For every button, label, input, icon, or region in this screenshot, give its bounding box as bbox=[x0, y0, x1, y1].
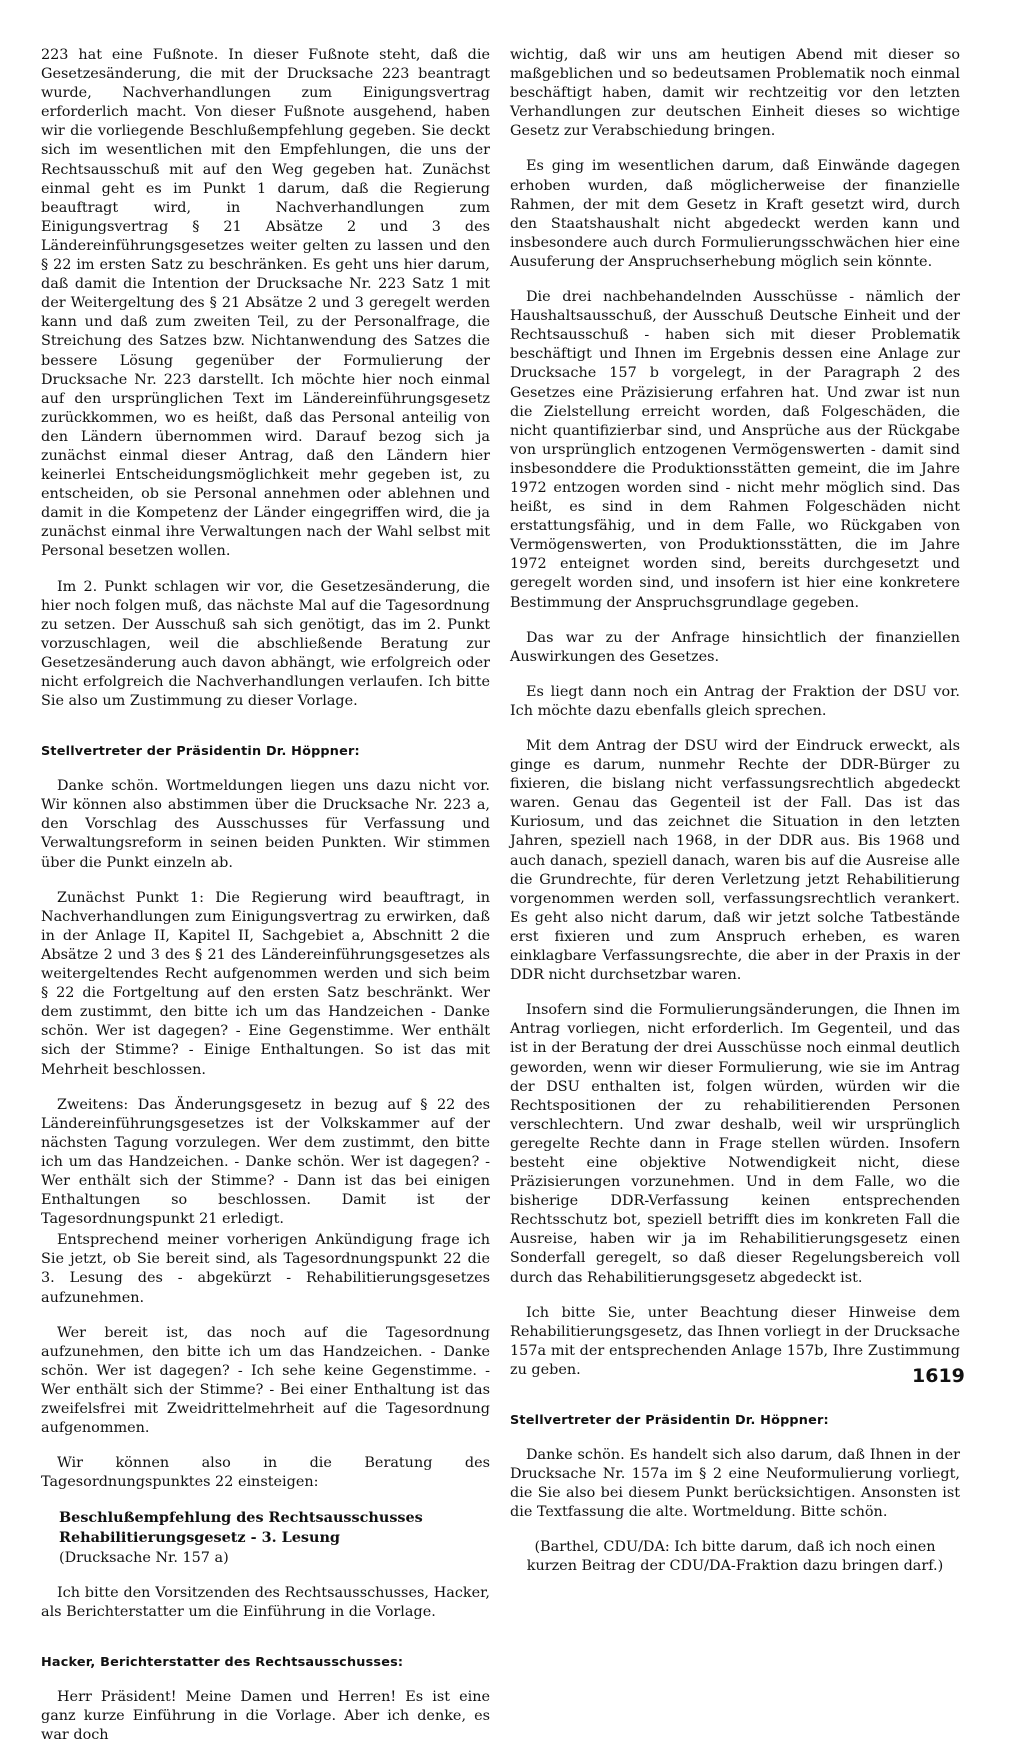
paragraph: Zunächst Punkt 1: Die Regierung wird beauftragt, in Nachverhandlungen zum Einigungsvertrag zu erwirken, daß in der Anlage II, Kapitel II, Sachgebiet a, Abschnitt 2 die Absätze 2 und 3 des § 21 des Ländereinführungsgesetzes als weitergeltendes Recht aufgenommen werden und sich beim § 22 die Fortgeltung auf den ersten Satz beschränkt. Wer dem zustimmt, den bitte ich um das Handzeichen - Danke schön. Wer ist dagegen? - Eine Gegenstimme. Wer enthält sich der Stimme? - Einige Enthaltungen. So ist das mit Mehrheit beschlossen. bbox=[41, 889, 490, 1078]
speaker-heading: Hacker, Berichterstatter des Rechtsausschusses: bbox=[41, 1654, 404, 1670]
paragraph: Das war zu der Anfrage hinsichtlich der finanziellen Auswirkungen des Gesetzes. bbox=[510, 629, 960, 665]
paragraph: Herr Präsident! Meine Damen und Herren! Es ist eine ganz kurze Einführung in die Vorlage. Aber ich denke, es war doch bbox=[41, 1688, 490, 1744]
paragraph: Ich bitte Sie, unter Beachtung dieser Hinweise dem Rehabilitierungsgesetz, das Ihnen vorliegt in der Drucksache 157a mit der entsprechenden Anlage 157b, Ihre Zustimmung zu geben. bbox=[510, 1304, 960, 1378]
paragraph: Es liegt dann noch ein Antrag der Fraktion der DSU vor. Ich möchte dazu ebenfalls gleich sprechen. bbox=[510, 683, 960, 719]
paragraph: Entsprechend meiner vorherigen Ankündigung frage ich Sie jetzt, ob Sie bereit sind, als Tagesordnungspunkt 22 die 3. Lesung des - abgekürzt - Rehabilitierungsgesetzes aufzunehmen. bbox=[41, 1232, 490, 1306]
paragraph: 223 hat eine Fußnote. In dieser Fußnote steht, daß die Gesetzesänderung, die mit der Drucksache 223 beantragt wurde, Nachverhandlungen zum Einigungsvertrag erforderlich macht. Von dieser Fußnote ausgehend, haben wir die vorliegende Beschlußempfehlung gegeben. Sie deckt sich im wesentlichen mit den Empfehlungen, die uns der Rechtsausschuß mit auf den Weg gegeben hat. Zunächst einmal geht es im Punkt 1 darum, daß die Regierung beauftragt wird, in Nachverhandlungen zum Einigungsvertrag § 21 Absätze 2 und 3 des Ländereinführungsgesetzes weiter gelten zu lassen und den § 22 im ersten Satz zu beschränken. Es geht uns hier darum, daß damit die Intention der Drucksache Nr. 223 Satz 1 mit der Weitergeltung des § 21 Absätze 2 und 3 geregelt werden kann und daß zum zweiten Teil, zu der Personalfrage, die Streichung des Satzes bzw. Nichtanwendung des Satzes die bessere Lösung gegenüber der Formulierung der Drucksache Nr. 223 darstellt. Ich möchte hier noch einmal auf den ursprünglichen Text im Ländereinführungsgesetz zurückkommen, wo es heißt, daß das Personal anteilig von den Ländern übernommen wird. Darauf bezog sich ja zunächst einmal dieser Antrag, daß den Ländern hier keinerlei Entscheidungsmöglichkeit mehr gegeben ist, zu entscheiden, ob sie Personal annehmen oder ablehnen und damit in die Kompetenz der Länder eingegriffen wird, die ja zunächst einmal ihre Verwaltungen nach der Wahl selbst mit Personal besetzen wollen. bbox=[41, 47, 490, 560]
speaker-heading: Stellvertreter der Präsidentin Dr. Höppner: bbox=[41, 744, 360, 760]
paragraph: Zweitens: Das Änderungsgesetz in bezug auf § 22 des Ländereinführungsgesetzes ist der Volkskammer auf der nächsten Tagung vorzulegen. Wer dem zustimmt, den bitte ich um das Handzeichen. - Danke schön. Wer ist dagegen? - Wer enthält sich der Stimme? - Dann ist das bei einigen Enthaltungen so beschlossen. Damit ist der Tagesordnungspunkt 21 erledigt. bbox=[41, 1096, 490, 1228]
agenda-item-subtitle: Rehabilitierungsgesetz - 3. Lesung bbox=[59, 1529, 340, 1547]
paragraph: Danke schön. Wortmeldungen liegen uns dazu nicht vor. Wir können also abstimmen über die Drucksache Nr. 223 a, den Vorschlag des Ausschusses für Verfassung und Verwaltungsreform in seinen beiden Punkten. Wir stimmen über die Punkt einzeln ab. bbox=[41, 778, 490, 871]
paragraph: Danke schön. Es handelt sich also darum, daß Ihnen in der Drucksache Nr. 157a im § 2 eine Neuformulierung vorliegt, die Sie also bei diesem Punkt berücksichtigen. Ansonsten ist die Textfassung die alte. Wortmeldung. Bitte schön. bbox=[510, 1447, 960, 1521]
agenda-item-block bbox=[59, 1508, 490, 1567]
speaker-heading: Stellvertreter der Präsidentin Dr. Höppner: bbox=[510, 1413, 829, 1428]
paragraph: Die drei nachbehandelnden Ausschüsse - nämlich der Haushaltsausschuß, der Ausschuß Deutsche Einheit und der Rechtsausschuß - haben sich mit dieser Problematik beschäftigt und Ihnen im Ergebnis dessen eine Anlage zur Drucksache 157 b vorgelegt, in der Paragraph 2 des Gesetzes eine Präzisierung erfahren hat. Und zwar ist nun die Zielstellung erreicht worden, daß Folgeschäden, die nicht quantifizierbar sind, und Ansprüche aus der Rückgabe von ursprünglich entzogenen Vermögenswerten - damit sind insbesonddere die Produktionsstätten gemeint, die im Jahre 1972 entzogen worden sind - nicht mehr möglich sind. Das heißt, es sind in dem Rahmen Folgeschäden nicht erstattungsfähig, und in dem Falle, wo Rückgaben von Vermögenswerten, von Produktionsstätten, die im Jahre 1972 enteignet worden sind, bereits durchgesetzt und geregelt worden sind, und insofern ist hier eine konkretere Bestimmung der Anspruchsgrundlage gegeben. bbox=[510, 289, 960, 611]
agenda-item-title: Beschlußempfehlung des Rechtsausschusses bbox=[59, 1509, 423, 1527]
paragraph: Wer bereit ist, das noch auf die Tagesordnung aufzunehmen, den bitte ich um das Handzeichen. - Danke schön. Wer ist dagegen? - Ich sehe keine Gegenstimme. - Wer enthält sich der Stimme? - Bei einer Enthaltung ist das zweifelsfrei mit Zweidrittelmehrheit auf die Tagesordnung aufgenommen. bbox=[41, 1324, 490, 1437]
paragraph: wichtig, daß wir uns am heutigen Abend mit dieser so maßgeblichen und so bedeutsamen Problematik noch einmal beschäftigt haben, damit wir rechtzeitig vor den letzten Verhandlungen zur deutschen Einheit dieses so wichtige Gesetz zur Verabschiedung bringen. bbox=[510, 47, 960, 140]
left-column bbox=[41, 46, 490, 1761]
paragraph: Es ging im wesentlichen darum, daß Einwände dagegen erhoben wurden, daß möglicherweise der finanzielle Rahmen, der mit dem Gesetz in Kraft gesetzt wird, durch den Staatshaushalt nicht abgedeckt werden kann und insbesondere auch durch Formulierungsschwächen hier eine Ausuferung der Anspruchserhebung möglich sein könnte. bbox=[510, 158, 960, 270]
paragraph: Mit dem Antrag der DSU wird der Eindruck erweckt, als ginge es darum, nunmehr Rechte der DDR-Bürger zu fixieren, die bislang nicht verfassungsrechtlich abgedeckt waren. Genau das Gegenteil ist der Fall. Das ist das Kuriosum, und das zeichnet die Situation in den letzten Jahren, speziell nach 1968, in der DDR aus. Bis 1968 und auch danach, speziell danach, waren bis auf die Ausreise alle die Grundrechte, für deren Verletzung jetzt Rehabilitierung vorgenommen werden soll, verfassungsrechtlich verankert. Es geht also nicht darum, daß wir jetzt solche Tatbestände erst fixieren und zum Anspruch erheben, es waren einklagbare Verfassungsrechte, die aber in der Praxis in der DDR nicht durchsetzbar waren. bbox=[510, 738, 960, 984]
paragraph: Ich bitte den Vorsitzenden des Rechtsausschusses, Hacker, als Berichterstatter um die Einführung in die Vorlage. bbox=[41, 1584, 490, 1620]
interjection: (Barthel, CDU/DA: Ich bitte darum, daß ich noch einen kurzen Beitrag der CDU/DA-Fraktion dazu bringen darf.) bbox=[526, 1539, 944, 1575]
page-number: 1619 bbox=[912, 1365, 965, 1387]
agenda-item-reference: (Drucksache Nr. 157 a) bbox=[59, 1549, 229, 1566]
right-column bbox=[510, 46, 960, 1577]
paragraph: Wir können also in die Beratung des Tagesordnungspunktes 22 einsteigen: bbox=[41, 1455, 490, 1491]
paragraph: Insofern sind die Formulierungsänderungen, die Ihnen im Antrag vorliegen, nicht erforderlich. Im Gegenteil, und das ist in der Beratung der drei Ausschüsse noch einmal deutlich geworden, wenn wir dieser Formulierung, wie sie im Antrag der DSU enthalten ist, folgen würden, würden wir die Rechtspositionen der zu rehabilitierenden Personen verschlechtern. Und zwar deshalb, weil wir ursprünglich geregelte Rechte dann in Frage stellen würden. Insofern besteht eine objektive Notwendigkeit nicht, diese Präzisierungen vorzunehmen. Und in dem Falle, wo die bisherige DDR-Verfassung keinen entsprechenden Rechtsschutz bot, speziell betrifft dies im konkreten Fall die Ausreise, haben wir ja im Rehabilitierungsgesetz einen Sonderfall geregelt, so daß dieser Regelungsbereich voll durch das Rehabilitierungsgesetz abgedeckt ist. bbox=[510, 1002, 960, 1286]
paragraph: Im 2. Punkt schlagen wir vor, die Gesetzesänderung, die hier noch folgen muß, das nächste Mal auf die Tagesordnung zu setzen. Der Ausschuß sah sich genötigt, das im 2. Punkt vorzuschlagen, weil die abschließende Beratung zur Gesetzesänderung auch davon abhängt, wie erfolgreich oder nicht erfolgreich die Nachverhandlungen verlaufen. Ich bitte Sie also um Zustimmung zu dieser Vorlage. bbox=[41, 578, 490, 710]
